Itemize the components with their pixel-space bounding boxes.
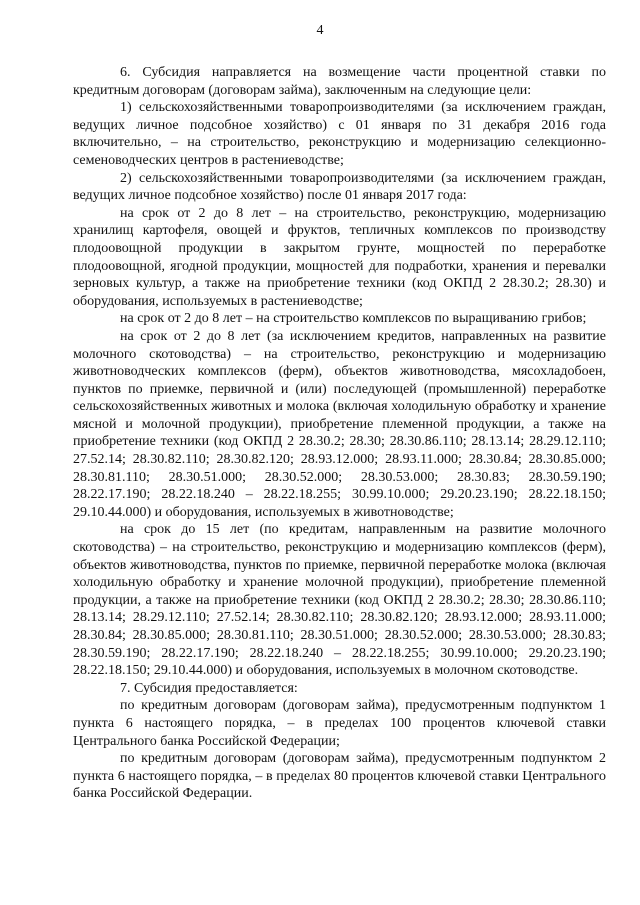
paragraph-7-item-2: по кредитным договорам (договорам займа), предусмотренным подпунктом 2 пункта 6 настоящего порядка, – в пределах 80 процентов ключевой ставки Центрального банка Российской Федерации.	[73, 751, 606, 802]
document-body	[73, 64, 606, 803]
paragraph-livestock: на срок от 2 до 8 лет (за исключением кредитов, направленных на развитие молочного скотоводства) – на строительство, реконструкцию и модернизацию животноводческих комплексов (ферм), объектов животноводства, мясохладобоен, пунктов по приемке, первичной и (или) последующей (промышленной) переработке сельскохозяйственных животных и молока (включая холодильную обработку и хранение мясной и молочной продукции), приобретение племенной продукции, а также на приобретение техники (код ОКПД 2 28.30.2; 28.30; 28.30.86.110; 28.13.14; 28.29.12.110; 27.52.14; 28.30.82.110; 28.30.82.120; 28.93.12.000; 28.93.11.000; 28.30.84; 28.30.85.000; 28.30.81.110; 28.30.51.000; 28.30.52.000; 28.30.53.000; 28.30.83; 28.30.59.190; 28.22.17.190; 28.22.18.240 – 28.22.18.255; 30.99.10.000; 29.20.23.190; 28.22.18.150; 29.10.44.000) и оборудования, используемых в животноводстве;	[73, 328, 606, 520]
paragraph-6-subitem-1: 1) сельскохозяйственными товаропроизводителями (за исключением граждан, ведущих личное подсобное хозяйство) с 01 января по 31 декабря 2016 года включительно, – на строительство, реконструкцию и модернизацию селекционно-семеноводческих центров в растениеводстве;	[73, 100, 606, 168]
paragraph-crop-storage: на срок от 2 до 8 лет – на строительство, реконструкцию, модернизацию хранилищ картофеля, овощей и фруктов, тепличных комплексов по производству плодоовощной продукции в закрытом грунте, мощностей по переработке плодоовощной, ягодной продукции, мощностей для подработки, хранения и перевалки зерновых культур, а также на приобретение техники (код ОКПД 2 28.30.2; 28.30) и оборудования, используемых в растениеводстве;	[73, 205, 606, 309]
paragraph-7-item-1: по кредитным договорам (договорам займа), предусмотренным подпунктом 1 пункта 6 настоящего порядка, – в пределах 100 процентов ключевой ставки Центрального банка Российской Федерации;	[73, 698, 606, 749]
page-number: 4	[316, 23, 324, 38]
paragraph-mushroom-complexes: на срок от 2 до 8 лет – на строительство комплексов по выращиванию грибов;	[120, 311, 587, 327]
paragraph-6-intro: 6. Субсидия направляется на возмещение части процентной ставки по кредитным договорам (договорам займа), заключенным на следующие цели:	[73, 65, 606, 98]
paragraph-dairy: на срок до 15 лет (по кредитам, направленным на развитие молочного скотоводства) – на строительство, реконструкцию и модернизацию комплексов (ферм), объектов животноводства, пунктов по приемке, первичной переработке молока (включая холодильную обработку и хранение молочной продукции), приобретение племенной продукции, а также на приобретение техники (код ОКПД 2 28.30.2; 28.30; 28.30.86.110; 28.13.14; 28.29.12.110; 27.52.14; 28.30.82.110; 28.30.82.120; 28.93.12.000; 28.93.11.000; 28.30.84; 28.30.85.000; 28.30.81.110; 28.30.51.000; 28.30.52.000; 28.30.53.000; 28.30.83; 28.30.59.190; 28.22.17.190; 28.22.18.240 – 28.22.18.255; 30.99.10.000; 29.20.23.190; 28.22.18.150; 29.10.44.000) и оборудования, используемых в молочном скотоводстве.	[73, 522, 606, 679]
paragraph-7-intro: 7. Субсидия предоставляется:	[120, 680, 298, 696]
paragraph-6-subitem-2: 2) сельскохозяйственными товаропроизводителями (за исключением граждан, ведущих личное подсобное хозяйство) после 01 января 2017 года:	[73, 170, 606, 204]
